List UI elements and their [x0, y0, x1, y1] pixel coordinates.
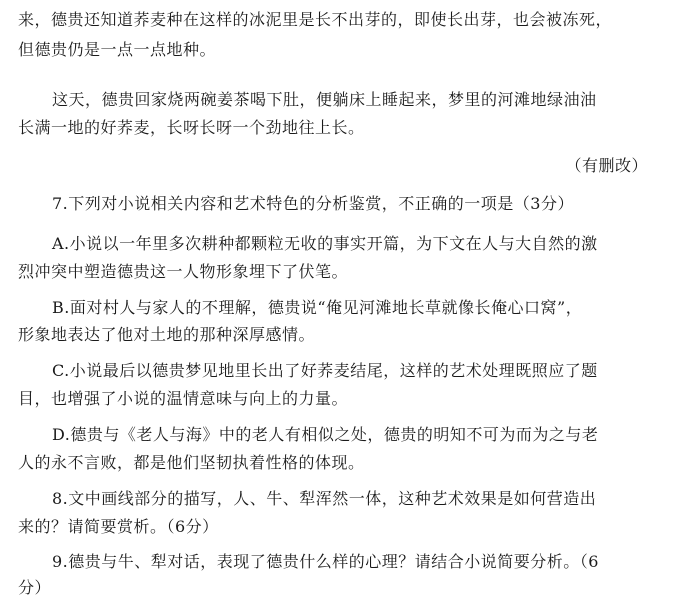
passage-p2-line1: 这天，德贵回家烧两碗姜茶喝下肚，便躺床上睡起来，梦里的河滩地绿油油	[52, 90, 597, 109]
question-7-option-c-line2: 目，也增强了小说的温情意味与向上的力量。	[18, 389, 349, 408]
question-7-option-b-line2: 形象地表达了他对土地的那种深厚感情。	[18, 325, 316, 344]
question-7-option-d-line1: D.德贵与《老人与海》中的老人有相似之处，德贵的明知不可为而为之与老	[52, 425, 599, 444]
question-7-option-a-line1: A.小说以一年里多次耕种都颗粒无收的事实开篇，为下文在人与大自然的激	[52, 234, 598, 253]
question-7-stem: 7.下列对小说相关内容和艺术特色的分析鉴赏，不正确的一项是（3分）	[52, 194, 574, 213]
question-7-option-d-line2: 人的永不言败，都是他们坚韧执着性格的体现。	[18, 453, 365, 472]
passage-p2-line2: 长满一地的好荞麦，长呀长呀一个劲地往上长。	[18, 118, 365, 137]
question-7-option-b-line1: B.面对村人与家人的不理解，德贵说“俺见河滩地长草就像长俺心口窝”，	[52, 298, 583, 317]
question-7-option-a-line2: 烈冲突中塑造德贵这一人物形象埋下了伏笔。	[18, 262, 349, 281]
question-9-line2: 分）	[18, 578, 52, 597]
question-7-option-c-line1: C.小说最后以德贵梦见地里长出了好荞麦结尾，这样的艺术处理既照应了题	[52, 361, 598, 380]
passage-p1-line1: 来，德贵还知道荞麦种在这样的冰泥里是长不出芽的，即使长出芽，也会被冻死，	[18, 10, 613, 29]
source-note: （有删改）	[565, 156, 648, 175]
question-8-line2: 来的？请简要赏析。（6分）	[18, 517, 219, 536]
passage-p1-line2: 但德贵仍是一点一点地种。	[18, 40, 217, 59]
question-9-line1: 9.德贵与牛、犁对话，表现了德贵什么样的心理？请结合小说简要分析。（6	[52, 552, 599, 571]
question-8-line1: 8.文中画线部分的描写，人、牛、犁浑然一体，这种艺术效果是如何营造出	[52, 489, 597, 508]
